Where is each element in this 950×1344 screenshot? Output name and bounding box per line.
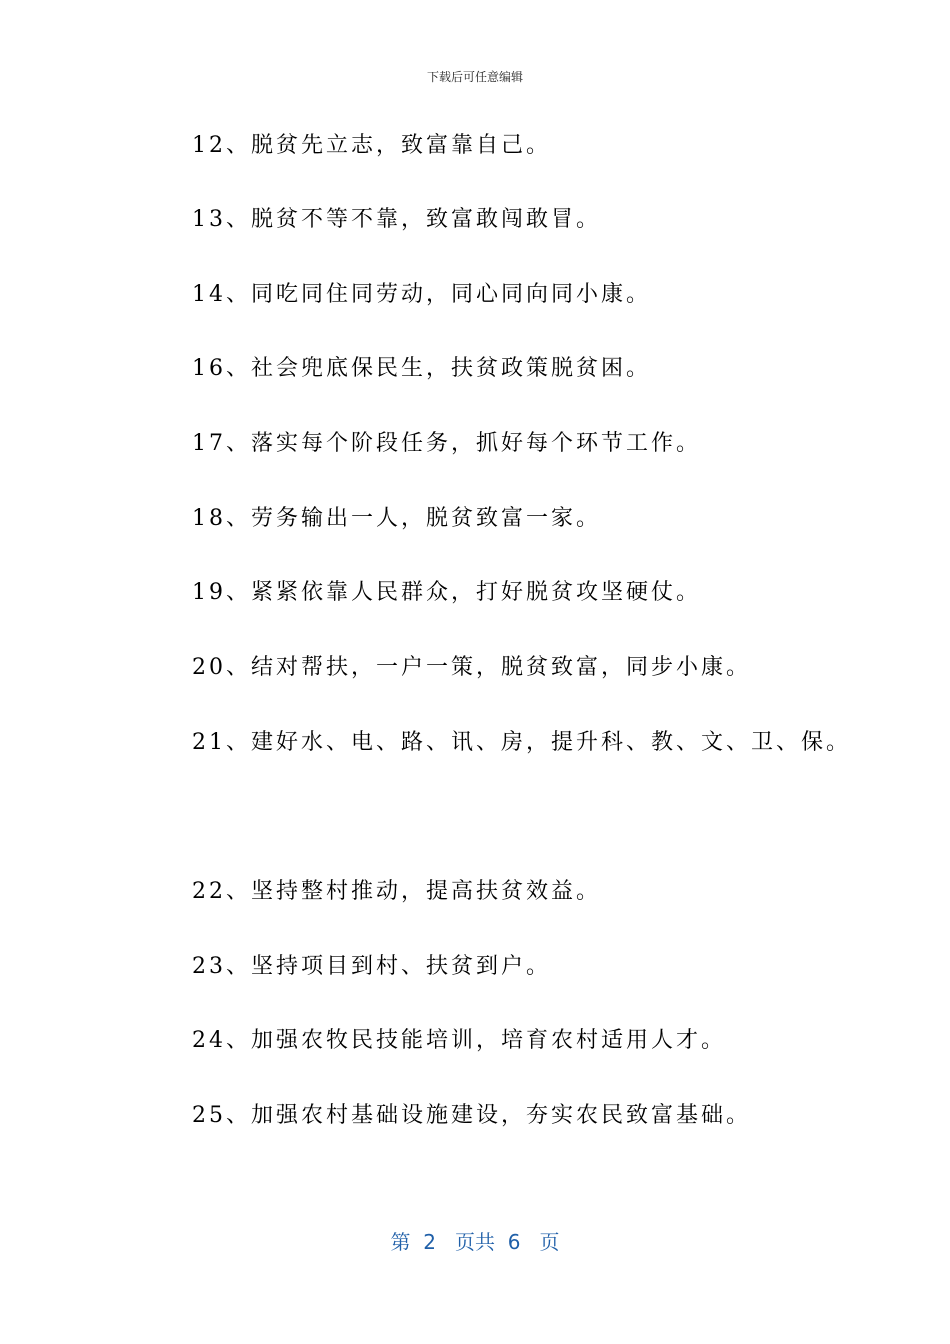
page-number-footer: 第 2 页共 6 页 (390, 1230, 560, 1254)
slogan-line-18: 18、劳务输出一人，脱贫致富一家。 (192, 506, 601, 531)
slogan-line-19: 19、紧紧依靠人民群众，打好脱贫攻坚硬仗。 (192, 580, 701, 605)
slogan-line-14: 14、同吃同住同劳动，同心同向同小康。 (192, 282, 651, 307)
slogan-line-21: 21、建好水、电、路、讯、房，提升科、教、文、卫、保。 (192, 730, 851, 755)
slogan-line-20: 20、结对帮扶，一户一策，脱贫致富，同步小康。 (192, 655, 751, 680)
slogan-line-16: 16、社会兜底保民生，扶贫政策脱贫困。 (192, 356, 651, 381)
slogan-line-22: 22、坚持整村推动，提高扶贫效益。 (192, 879, 601, 904)
slogan-line-17: 17、落实每个阶段任务，抓好每个环节工作。 (192, 431, 701, 456)
slogan-line-23: 23、坚持项目到村、扶贫到户。 (192, 954, 551, 979)
slogan-line-24: 24、加强农牧民技能培训，培育农村适用人才。 (192, 1028, 726, 1053)
slogan-line-12: 12、脱贫先立志，致富靠自己。 (192, 133, 551, 158)
header-note: 下载后可任意编辑 (426, 70, 523, 84)
slogan-line-25: 25、加强农村基础设施建设，夯实农民致富基础。 (192, 1103, 751, 1128)
slogan-line-13: 13、脱贫不等不靠，致富敢闯敢冒。 (192, 207, 601, 232)
